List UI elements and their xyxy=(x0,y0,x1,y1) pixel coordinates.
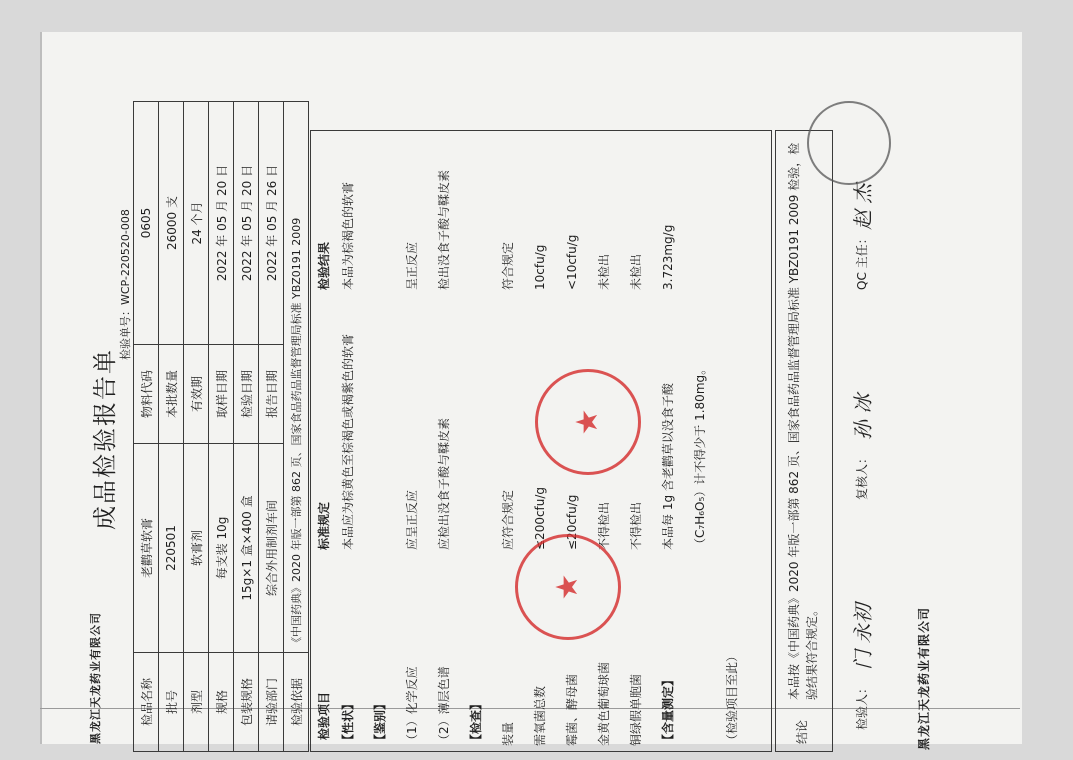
result-item: （1）化学反应 xyxy=(405,666,419,746)
result-standard: ≤20cfu/g xyxy=(565,494,579,550)
info-label: 取样日期 xyxy=(209,345,234,444)
info-value: 综合外用制剂车间 xyxy=(259,444,284,653)
info-row xyxy=(234,102,259,752)
info-label: 检验依据 xyxy=(284,653,309,752)
info-value: 220501 xyxy=(159,444,184,653)
info-value: 每支装 10g xyxy=(209,444,234,653)
result-item: 需氧菌总数 xyxy=(533,685,547,746)
result-standard: 本品每 1g 含老鹳草以没食子酸 xyxy=(661,383,675,550)
info-value: 2022 年 05 月 26 日 xyxy=(259,102,284,345)
inspection-seal xyxy=(807,101,891,185)
result-value: 检出没食子酸与鞣皮素 xyxy=(437,169,451,290)
result-item: 【含量测定】 xyxy=(661,673,675,746)
result-value: 10cfu/g xyxy=(533,244,547,290)
result-item: 【性状】 xyxy=(341,697,355,746)
info-label: 包装规格 xyxy=(234,653,259,752)
result-item: 【检查】 xyxy=(469,697,483,746)
col-result-header: 检验结果 xyxy=(317,241,331,290)
info-label: 请验部门 xyxy=(259,653,284,752)
star-icon: ★ xyxy=(570,408,605,436)
info-row xyxy=(284,102,309,752)
result-value: 未检出 xyxy=(597,253,611,290)
inspector-signature: 门 永初 xyxy=(851,603,875,670)
info-value: 老鹳草软膏 xyxy=(134,444,159,653)
reviewer-signature: 孙 冰 xyxy=(851,393,875,440)
info-label: 报告日期 xyxy=(259,345,284,444)
info-value: 24 个月 xyxy=(184,102,209,345)
info-value: 2022 年 05 月 20 日 xyxy=(209,102,234,345)
info-row xyxy=(134,102,159,752)
red-seal-1 xyxy=(535,369,641,475)
info-row xyxy=(159,102,184,752)
info-label: 检品名称 xyxy=(134,653,159,752)
info-label: 有效期 xyxy=(184,345,209,444)
reviewer-label: 复核人： xyxy=(855,451,869,500)
conclusion-text: 本品按《中国药典》2020 年版一部第 862 页、国家食品药品监督管理局标准 YBZ0191 2009 检验，检验结果符合规定。 xyxy=(787,142,819,700)
inspector-label: 检验人： xyxy=(855,681,869,730)
company-header: 黑龙江天龙药业有限公司 xyxy=(89,612,102,744)
result-value: 本品为棕褐色的软膏 xyxy=(341,181,355,290)
rotated-document xyxy=(89,98,975,760)
report-title: 成品检验报告单 xyxy=(91,348,119,530)
result-value: 符合规定 xyxy=(501,241,515,290)
result-item: 铜绿假单胞菌 xyxy=(629,673,643,746)
col-item-header: 检验项目 xyxy=(317,691,331,740)
info-value: 15g×1 盒×400 盒 xyxy=(234,444,259,653)
result-item: 霉菌、酵母菌 xyxy=(565,673,579,746)
result-item: 金黄色葡萄球菌 xyxy=(597,661,611,746)
result-standard: 不得检出 xyxy=(629,501,643,550)
info-row xyxy=(184,102,209,752)
result-value: 3.723mg/g xyxy=(661,224,675,290)
doc-number: 检验单号：WCP-220520-008 xyxy=(119,209,132,360)
info-label: 物料代码 xyxy=(134,345,159,444)
result-value: 呈正反应 xyxy=(405,241,419,290)
info-label: 批号 xyxy=(159,653,184,752)
info-label: 检验日期 xyxy=(234,345,259,444)
info-table xyxy=(133,101,309,752)
result-item: （2）薄层色谱 xyxy=(437,666,451,746)
star-icon: ★ xyxy=(550,573,585,601)
result-item: （检验项目至此） xyxy=(725,649,739,746)
info-label: 规格 xyxy=(209,653,234,752)
info-value: 软膏剂 xyxy=(184,444,209,653)
result-standard: 应符合规定 xyxy=(501,489,515,550)
result-value: <10cfu/g xyxy=(565,234,579,290)
qc-label: QC 主任： xyxy=(855,232,869,290)
result-value: 未检出 xyxy=(629,253,643,290)
info-value: 2022 年 05 月 20 日 xyxy=(234,102,259,345)
result-standard: ≤200cfu/g xyxy=(533,486,547,550)
info-value: 0605 xyxy=(134,102,159,345)
conclusion-label: 结论 xyxy=(795,719,809,744)
info-value: 26000 支 xyxy=(159,102,184,345)
result-item: 【鉴别】 xyxy=(373,697,387,746)
result-standard: （C₇H₆O₅）计不得少于 1.80mg。 xyxy=(693,362,707,550)
info-row xyxy=(259,102,284,752)
result-standard: 不得检出 xyxy=(597,501,611,550)
result-standard: 应呈正反应 xyxy=(405,489,419,550)
qc-signature: 赵 杰 xyxy=(851,183,875,230)
info-label: 本批数量 xyxy=(159,345,184,444)
result-standard: 本品应为棕黄色至棕褐色或褐紫色的软膏 xyxy=(341,333,355,550)
bottom-company: 黑龙江天龙药业有限公司 xyxy=(917,606,931,750)
result-standard: 应检出没食子酸与鞣皮素 xyxy=(437,417,451,550)
result-item: 装量 xyxy=(501,721,515,746)
info-label: 剂型 xyxy=(184,653,209,752)
red-seal-2 xyxy=(515,534,621,640)
col-standard-header: 标准规定 xyxy=(317,501,331,550)
info-value: 《中国药典》2020 年版一部第 862 页、国家食品药品监督管理局标准 YBZ0191 2009 xyxy=(284,102,309,653)
info-row xyxy=(209,102,234,752)
